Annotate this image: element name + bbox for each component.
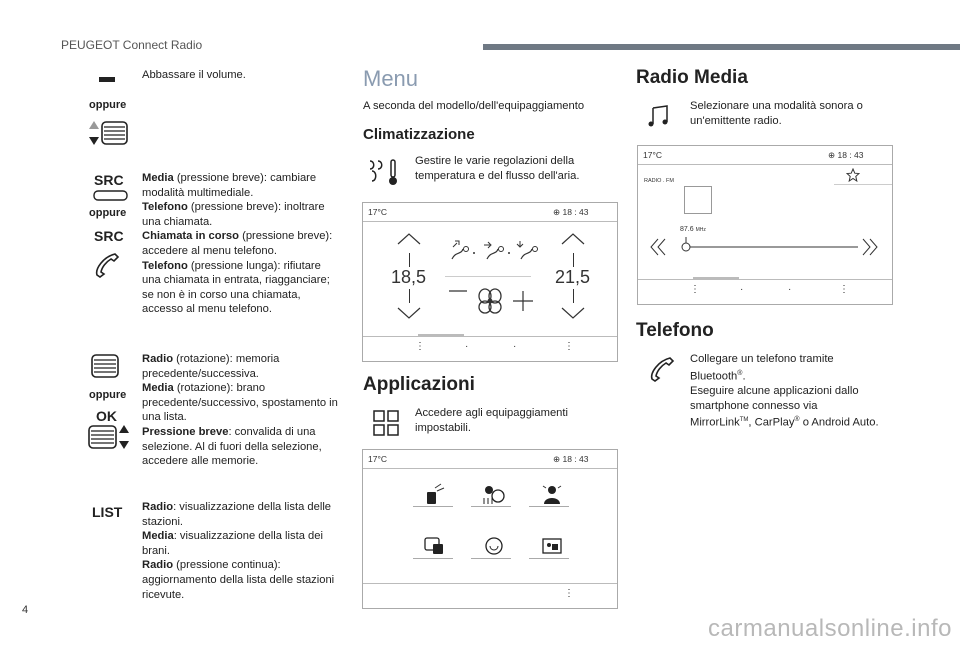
apps-grid-icon [373, 410, 399, 436]
tuning-slider[interactable] [650, 237, 878, 257]
menu-text: A seconda del modello/dell'equipaggiamento [363, 100, 585, 112]
app-eco-icon[interactable] [479, 534, 509, 558]
oppure-label: oppure [89, 207, 127, 219]
temp-up-right-icon[interactable] [561, 233, 585, 245]
temp-down-right-icon[interactable] [561, 307, 585, 319]
app-photo-icon[interactable] [537, 534, 567, 558]
clock: ⊕ 18 : 43 [553, 207, 589, 217]
temp-right: 21,5 [555, 267, 591, 287]
telefono-title: Telefono [636, 320, 714, 341]
clima-text: Gestire le varie regolazioni della temperatura e del flusso dell'aria. [415, 155, 580, 182]
src-button-icon [93, 190, 129, 202]
clock: ⊕ 18 : 43 [553, 454, 589, 464]
temp-up-left-icon[interactable] [397, 233, 421, 245]
oppure-label: oppure [89, 389, 127, 401]
phone-icon [93, 251, 121, 279]
music-note-icon [647, 104, 671, 128]
radio-media-text: Selezionare una modalità sonora o un'emittente radio. [690, 100, 863, 127]
phone-icon [648, 355, 676, 383]
radio-screen: 17°C ⊕ 18 : 43 RADIO . FM 87.6 MHz ⋮ · · ⋮ [637, 145, 893, 305]
thumbwheel-icon [86, 119, 132, 147]
temp-left: 18,5 [391, 267, 427, 287]
climate-screen: 17°C ⊕ 18 : 43 18,5 21,5 ⋮ · · ⋮ [362, 202, 618, 362]
list-description: Radio: visualizzazione della lista delle stazioni. Media: visualizzazione della lista dei brani. Radio (pressione continua): aggiornamento della lista delle stazioni ricevute. [142, 501, 335, 601]
menu-dots-icon[interactable]: ⋮ [564, 588, 574, 599]
src-description: Media (pressione breve): cambiare modalità multimediale. Telefono (pressione breve): inoltrare una chiamata. Chiamata in corso (pressione breve): accedere al menu telefono. Telefono (pressione lunga): rifiutare una chiamata in entrata, riagganciare; se non è in corso una chiamata, accesso al menu telefono. [142, 172, 333, 316]
station-logo [684, 186, 712, 214]
outside-temp: 17°C [643, 150, 662, 160]
menu-dots-icon[interactable]: ⋮ [415, 341, 425, 352]
clock: ⊕ 18 : 43 [828, 150, 864, 160]
apps-text: Accedere agli equipaggiamenti impostabili. [415, 407, 568, 434]
watermark: carmanualsonline.info [708, 615, 952, 642]
clima-title: Climatizzazione [363, 126, 475, 143]
frequency: 87.6 MHz [680, 226, 706, 233]
app-vehicle-settings-icon[interactable] [479, 482, 509, 506]
menu-dots-icon[interactable]: ⋮ [690, 284, 700, 295]
minus-icon [99, 77, 115, 83]
fan-plus-icon[interactable] [513, 291, 533, 311]
outside-temp: 17°C [368, 207, 387, 217]
thumbwheel-icon [88, 353, 122, 379]
apps-screen [362, 449, 618, 609]
climate-icon [367, 157, 401, 187]
ok-label: OK [96, 408, 117, 424]
app-connectivity-icon[interactable] [421, 482, 451, 506]
favorite-star-icon[interactable] [846, 168, 860, 182]
menu-dots-icon[interactable]: ⋮ [564, 341, 574, 352]
menu-title: Menu [363, 66, 419, 91]
header-title: PEUGEOT Connect Radio [61, 38, 203, 52]
ok-description: Radio (rotazione): memoria precedente/successiva. Media (rotazione): brano precedente/successivo, spostamento in una lista. Pressione breve: convalida di una selezione. Al di fuori della selezione, accedere alle memorie. [142, 353, 338, 468]
apps-title: Applicazioni [363, 374, 475, 395]
fan-minus-icon[interactable] [449, 289, 467, 293]
radio-media-title: Radio Media [636, 67, 748, 88]
outside-temp: 17°C [368, 454, 387, 464]
header-bar [483, 44, 960, 50]
menu-dots-icon[interactable]: ⋮ [839, 284, 849, 295]
ok-wheel-icon [86, 423, 132, 451]
app-messages-icon[interactable] [421, 534, 451, 558]
list-label: LIST [92, 504, 123, 520]
radio-band-label: RADIO . FM [644, 178, 674, 184]
temp-down-left-icon[interactable] [397, 307, 421, 319]
src-label: SRC [94, 228, 124, 244]
airflow-icon[interactable] [447, 239, 555, 263]
telefono-text: Collegare un telefono tramite Bluetooth®. Eseguire alcune applicazioni dallo smartphone connesso via MirrorLink™, CarPlay® o Android Auto. [690, 353, 879, 429]
volume-text: Abbassare il volume. [142, 69, 246, 81]
app-profile-icon[interactable] [537, 482, 567, 506]
fan-icon [476, 287, 504, 315]
page-number: 4 [22, 604, 29, 616]
oppure-label: oppure [89, 99, 127, 111]
src-label: SRC [94, 172, 124, 188]
